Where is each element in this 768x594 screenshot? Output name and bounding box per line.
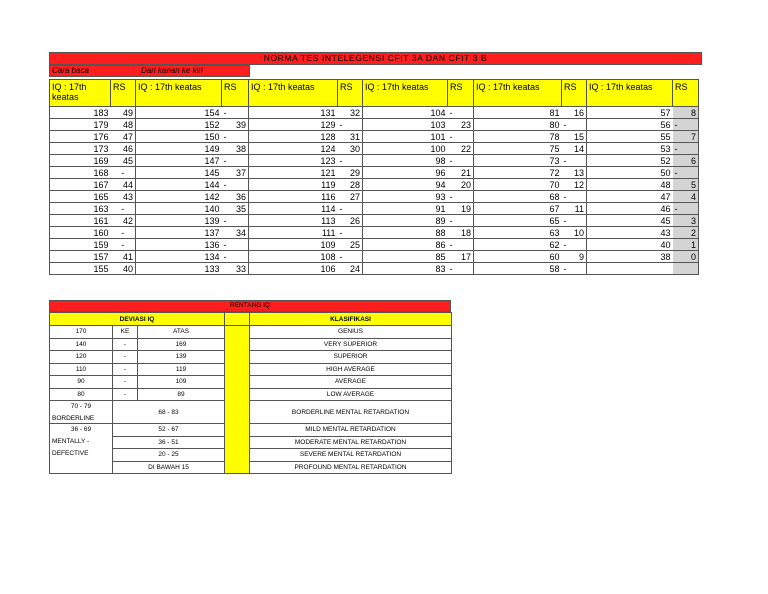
- deviasi-to: 169: [138, 338, 225, 351]
- rs-cell: -: [222, 251, 249, 263]
- defective-label-2: DEFECTIVE: [52, 450, 89, 457]
- defective-dev: DI BAWAH 15: [113, 461, 225, 474]
- rs-cell: 14: [562, 143, 587, 155]
- iq-cell: 160: [50, 227, 111, 239]
- norma-title: NORMA TES INTELEGENSI CFIT 3A DAN CFIT 3 B: [49, 52, 702, 65]
- rs-cell: 39: [222, 119, 249, 131]
- iq-cell: 149: [136, 143, 222, 155]
- rs-cell: 30: [338, 143, 363, 155]
- reading-direction-value: Dari kanan ke kiri: [141, 66, 203, 75]
- table-row: [50, 239, 699, 251]
- table-row: [50, 376, 452, 389]
- rs-cell: 3: [673, 215, 699, 227]
- rs-cell: 18: [448, 227, 474, 239]
- rs-cell: -: [111, 167, 136, 179]
- iq-cell: 96: [363, 167, 448, 179]
- defective-range-cell: [50, 424, 113, 474]
- table-row: [50, 263, 699, 275]
- table-row: [50, 251, 699, 263]
- klasifikasi-cell: LOW AVERAGE: [250, 388, 452, 401]
- rs-cell: 17: [448, 251, 474, 263]
- iq-cell: 40: [587, 239, 673, 251]
- rs-cell: 25: [338, 239, 363, 251]
- deviasi-sep: KE: [113, 326, 138, 339]
- rs-cell: 28: [338, 179, 363, 191]
- iq-cell: 43: [587, 227, 673, 239]
- iq-column-header: IQ : 17th keatas: [363, 80, 448, 107]
- iq-cell: 137: [136, 227, 222, 239]
- rs-cell: -: [448, 239, 474, 251]
- rs-cell: 19: [448, 203, 474, 215]
- iq-cell: 57: [587, 107, 673, 119]
- defective-dev: 20 - 25: [113, 449, 225, 462]
- iq-cell: 46: [587, 203, 673, 215]
- rs-cell: 43: [111, 191, 136, 203]
- rs-cell: 24: [338, 263, 363, 275]
- rs-column-header: RS: [448, 80, 474, 107]
- iq-cell: 157: [50, 251, 111, 263]
- iq-cell: 159: [50, 239, 111, 251]
- iq-cell: 55: [587, 131, 673, 143]
- deviasi-sep: -: [113, 376, 138, 389]
- defective-range: 36 - 69: [70, 426, 92, 433]
- rs-cell: 8: [673, 107, 699, 119]
- deviasi-to: 89: [138, 388, 225, 401]
- defective-dev: 52 - 67: [113, 424, 225, 437]
- rs-cell: -: [562, 263, 587, 275]
- iq-cell: 152: [136, 119, 222, 131]
- klasifikasi-header: KLASIFIKASI: [250, 313, 452, 326]
- iq-cell: 163: [50, 203, 111, 215]
- iq-cell: 168: [50, 167, 111, 179]
- rentang-table: [49, 312, 452, 474]
- iq-cell: 100: [363, 143, 448, 155]
- table-row: [50, 424, 452, 437]
- rs-cell: 48: [111, 119, 136, 131]
- rs-cell: 6: [673, 155, 699, 167]
- rs-cell: 35: [222, 203, 249, 215]
- deviasi-from: 90: [50, 376, 113, 389]
- table-row: [50, 167, 699, 179]
- reading-direction-row: [49, 65, 250, 77]
- iq-cell: 113: [249, 215, 338, 227]
- iq-cell: 38: [587, 251, 673, 263]
- norma-header-row: [50, 80, 699, 107]
- rs-cell: 13: [562, 167, 587, 179]
- rs-cell: 5: [673, 179, 699, 191]
- iq-cell: 78: [474, 131, 562, 143]
- rs-cell: -: [222, 131, 249, 143]
- rs-cell: -: [111, 239, 136, 251]
- borderline-klasifikasi: BORDERLINE MENTAL RETARDATION: [250, 401, 452, 424]
- deviasi-sep: -: [113, 363, 138, 376]
- table-row: [50, 179, 699, 191]
- defective-klasifikasi: SEVERE MENTAL RETARDATION: [250, 449, 452, 462]
- iq-column-header: IQ : 17th keatas: [249, 80, 338, 107]
- rs-cell: 27: [338, 191, 363, 203]
- rs-cell: 32: [338, 107, 363, 119]
- rs-cell: 49: [111, 107, 136, 119]
- spacer-header: [225, 313, 250, 326]
- klasifikasi-cell: SUPERIOR: [250, 351, 452, 364]
- rs-cell: 9: [562, 251, 587, 263]
- rs-cell: -: [448, 131, 474, 143]
- iq-cell: 91: [363, 203, 448, 215]
- rs-cell: 34: [222, 227, 249, 239]
- rs-cell: 38: [222, 143, 249, 155]
- rs-cell: 36: [222, 191, 249, 203]
- iq-cell: 75: [474, 143, 562, 155]
- borderline-dev: 68 - 83: [113, 401, 225, 424]
- rs-cell: 42: [111, 215, 136, 227]
- rs-column-header: RS: [222, 80, 249, 107]
- rs-cell: -: [222, 239, 249, 251]
- iq-column-header: IQ : 17th keatas: [136, 80, 222, 107]
- defective-klasifikasi: PROFOUND MENTAL RETARDATION: [250, 461, 452, 474]
- iq-cell: 154: [136, 107, 222, 119]
- rs-cell: 46: [111, 143, 136, 155]
- iq-cell: 176: [50, 131, 111, 143]
- rs-cell: -: [562, 215, 587, 227]
- rs-cell: 33: [222, 263, 249, 275]
- table-row: [50, 203, 699, 215]
- table-row: [50, 401, 452, 424]
- table-row: [50, 107, 699, 119]
- rs-cell: 44: [111, 179, 136, 191]
- rs-cell: -: [673, 203, 699, 215]
- rs-column-header: RS: [338, 80, 363, 107]
- rentang-title: RENTANG IQ: [49, 300, 451, 312]
- table-row: [50, 155, 699, 167]
- iq-cell: 173: [50, 143, 111, 155]
- table-row: [50, 363, 452, 376]
- table-row: [50, 388, 452, 401]
- iq-cell: 165: [50, 191, 111, 203]
- borderline-label: BORDERLINE: [52, 414, 95, 422]
- rs-cell: -: [673, 119, 699, 131]
- iq-cell: 56: [587, 119, 673, 131]
- rs-cell: 26: [338, 215, 363, 227]
- reading-direction-label: Cara baca: [52, 66, 89, 75]
- rs-cell: -: [338, 203, 363, 215]
- rs-cell: -: [448, 155, 474, 167]
- defective-klasifikasi: MILD MENTAL RETARDATION: [250, 424, 452, 437]
- rs-cell: [673, 263, 699, 275]
- rs-cell: -: [562, 119, 587, 131]
- rs-cell: 41: [111, 251, 136, 263]
- iq-cell: 85: [363, 251, 448, 263]
- klasifikasi-cell: AVERAGE: [250, 376, 452, 389]
- iq-cell: 124: [249, 143, 338, 155]
- rs-cell: 12: [562, 179, 587, 191]
- iq-cell: 167: [50, 179, 111, 191]
- iq-cell: 83: [363, 263, 448, 275]
- table-row: [50, 338, 452, 351]
- rs-column-header: RS: [562, 80, 587, 107]
- iq-cell: 109: [249, 239, 338, 251]
- iq-cell: 48: [587, 179, 673, 191]
- deviasi-from: 110: [50, 363, 113, 376]
- rs-cell: 21: [448, 167, 474, 179]
- iq-cell: 68: [474, 191, 562, 203]
- iq-cell: 86: [363, 239, 448, 251]
- deviasi-to: 119: [138, 363, 225, 376]
- deviasi-sep: -: [113, 351, 138, 364]
- iq-cell: 145: [136, 167, 222, 179]
- iq-cell: 144: [136, 179, 222, 191]
- iq-cell: 136: [136, 239, 222, 251]
- iq-cell: 183: [50, 107, 111, 119]
- iq-cell: 179: [50, 119, 111, 131]
- iq-column-header: IQ : 17th keatas: [587, 80, 673, 107]
- rs-cell: -: [448, 263, 474, 275]
- iq-cell: 89: [363, 215, 448, 227]
- rs-cell: -: [448, 107, 474, 119]
- iq-cell: 88: [363, 227, 448, 239]
- iq-cell: 106: [249, 263, 338, 275]
- table-row: [50, 227, 699, 239]
- table-row: [50, 215, 699, 227]
- norma-table: [49, 79, 699, 275]
- deviasi-from: 140: [50, 338, 113, 351]
- iq-cell: 161: [50, 215, 111, 227]
- rs-cell: 23: [448, 119, 474, 131]
- deviasi-to: 139: [138, 351, 225, 364]
- iq-cell: 101: [363, 131, 448, 143]
- table-row: [50, 119, 699, 131]
- rs-cell: -: [111, 203, 136, 215]
- klasifikasi-cell: HIGH AVERAGE: [250, 363, 452, 376]
- rs-cell: 7: [673, 131, 699, 143]
- iq-cell: 47: [587, 191, 673, 203]
- iq-cell: 108: [249, 251, 338, 263]
- iq-cell: 53: [587, 143, 673, 155]
- deviasi-sep: -: [113, 388, 138, 401]
- deviasi-from: 170: [50, 326, 113, 339]
- iq-cell: 104: [363, 107, 448, 119]
- iq-cell: 50: [587, 167, 673, 179]
- rs-cell: -: [562, 155, 587, 167]
- iq-cell: 121: [249, 167, 338, 179]
- iq-cell: 128: [249, 131, 338, 143]
- defective-dev: 36 - 51: [113, 436, 225, 449]
- iq-cell: 169: [50, 155, 111, 167]
- rs-cell: 20: [448, 179, 474, 191]
- table-row: [50, 143, 699, 155]
- rs-cell: -: [338, 251, 363, 263]
- iq-cell: 139: [136, 215, 222, 227]
- rs-cell: -: [111, 227, 136, 239]
- rs-cell: 15: [562, 131, 587, 143]
- rs-cell: 31: [338, 131, 363, 143]
- table-row: [50, 191, 699, 203]
- deviasi-to: ATAS: [138, 326, 225, 339]
- rentang-header-row: [50, 313, 452, 326]
- iq-cell: 45: [587, 215, 673, 227]
- iq-cell: 98: [363, 155, 448, 167]
- deviasi-from: 80: [50, 388, 113, 401]
- iq-cell: 70: [474, 179, 562, 191]
- rs-cell: 2: [673, 227, 699, 239]
- deviasi-header: DEVIASI IQ: [50, 313, 225, 326]
- rs-cell: -: [338, 119, 363, 131]
- rs-cell: -: [673, 167, 699, 179]
- rs-cell: 4: [673, 191, 699, 203]
- iq-cell: 73: [474, 155, 562, 167]
- iq-cell: 67: [474, 203, 562, 215]
- iq-cell: 103: [363, 119, 448, 131]
- iq-cell: 60: [474, 251, 562, 263]
- iq-cell: 131: [249, 107, 338, 119]
- rs-cell: -: [222, 107, 249, 119]
- rs-cell: 0: [673, 251, 699, 263]
- iq-cell: 123: [249, 155, 338, 167]
- rs-column-header: RS: [673, 80, 699, 107]
- rs-cell: -: [448, 215, 474, 227]
- iq-cell: 111: [249, 227, 338, 239]
- deviasi-sep: -: [113, 338, 138, 351]
- table-row: [50, 131, 699, 143]
- klasifikasi-cell: VERY SUPERIOR: [250, 338, 452, 351]
- iq-cell: 65: [474, 215, 562, 227]
- rs-cell: 40: [111, 263, 136, 275]
- rs-cell: 1: [673, 239, 699, 251]
- iq-cell: 63: [474, 227, 562, 239]
- iq-cell: 93: [363, 191, 448, 203]
- iq-cell: 119: [249, 179, 338, 191]
- rs-cell: 45: [111, 155, 136, 167]
- rs-cell: -: [222, 179, 249, 191]
- iq-cell: 129: [249, 119, 338, 131]
- iq-column-header: IQ : 17th keatas: [474, 80, 562, 107]
- table-row: [50, 326, 452, 339]
- rs-cell: 22: [448, 143, 474, 155]
- iq-column-header: IQ : 17th keatas: [50, 80, 111, 107]
- rs-cell: 11: [562, 203, 587, 215]
- deviasi-to: 109: [138, 376, 225, 389]
- yellow-spacer: [225, 326, 250, 474]
- rs-cell: 16: [562, 107, 587, 119]
- rs-cell: -: [448, 191, 474, 203]
- rs-cell: -: [562, 239, 587, 251]
- klasifikasi-cell: GENIUS: [250, 326, 452, 339]
- borderline-range-value: 70 - 79: [70, 402, 92, 410]
- iq-cell: 58: [474, 263, 562, 275]
- iq-cell: 72: [474, 167, 562, 179]
- iq-cell: 134: [136, 251, 222, 263]
- iq-cell: 155: [50, 263, 111, 275]
- borderline-range: [50, 401, 113, 424]
- rs-cell: 29: [338, 167, 363, 179]
- iq-cell: 150: [136, 131, 222, 143]
- iq-cell: 116: [249, 191, 338, 203]
- rs-cell: 10: [562, 227, 587, 239]
- rs-cell: -: [338, 155, 363, 167]
- iq-cell: 80: [474, 119, 562, 131]
- iq-cell: 147: [136, 155, 222, 167]
- table-row: [50, 351, 452, 364]
- rs-cell: -: [222, 155, 249, 167]
- rs-cell: 37: [222, 167, 249, 179]
- iq-cell: 81: [474, 107, 562, 119]
- iq-cell: 62: [474, 239, 562, 251]
- rs-cell: -: [338, 227, 363, 239]
- rs-cell: -: [562, 191, 587, 203]
- defective-label-1: MENTALLY -: [52, 438, 90, 445]
- iq-cell: 94: [363, 179, 448, 191]
- iq-cell: 142: [136, 191, 222, 203]
- iq-cell: 133: [136, 263, 222, 275]
- rs-column-header: RS: [111, 80, 136, 107]
- rs-cell: 47: [111, 131, 136, 143]
- iq-cell: [587, 263, 673, 275]
- rs-cell: -: [222, 215, 249, 227]
- rs-cell: -: [673, 143, 699, 155]
- defective-klasifikasi: MODERATE MENTAL RETARDATION: [250, 436, 452, 449]
- iq-cell: 140: [136, 203, 222, 215]
- deviasi-from: 120: [50, 351, 113, 364]
- iq-cell: 114: [249, 203, 338, 215]
- iq-cell: 52: [587, 155, 673, 167]
